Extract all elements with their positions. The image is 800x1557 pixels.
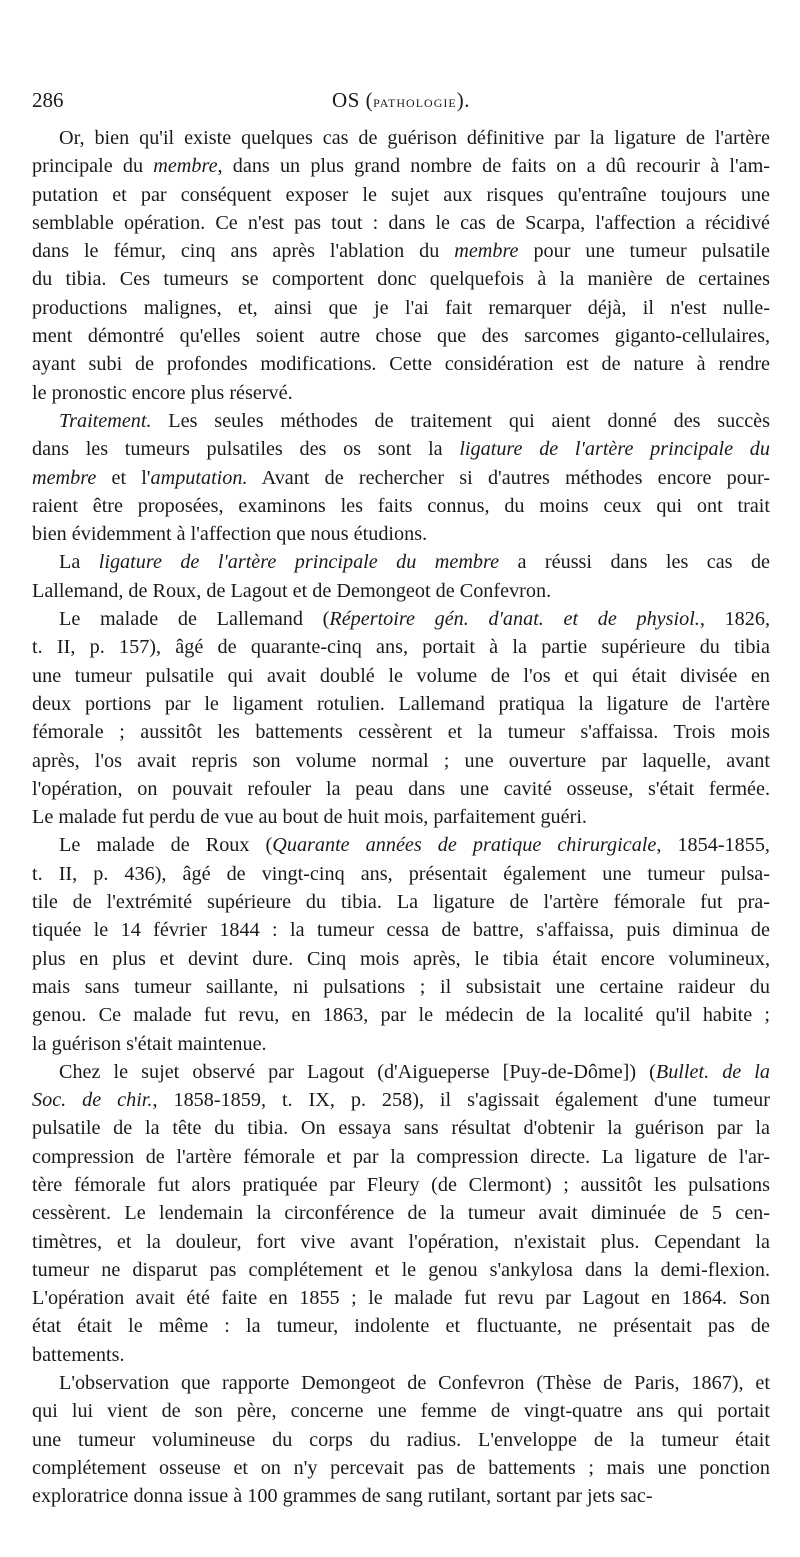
text-line: genou. Ce malade fut revu, en 1863, par le médecin de la localité qu'il habite ;	[32, 1004, 770, 1027]
text-line: La ligature de l'artère principale du membre a réussi dans les cas de	[59, 551, 771, 574]
text-line: mais sans tumeur saillante, ni pulsations ; il subsistait une certaine raideur du	[32, 975, 770, 998]
text-line: L'observation que rapporte Demongeot de Confevron (Thèse de Paris, 1867), et	[59, 1372, 770, 1395]
paragraph	[32, 1058, 770, 1369]
paragraph	[32, 548, 770, 605]
text-line: cessèrent. Le lendemain la circonférence de la tumeur avait diminuée de 5 cen-	[32, 1202, 770, 1225]
text-line: Le malade de Lallemand (Répertoire gén. d'anat. et de physiol., 1826,	[59, 608, 771, 631]
text-line: timètres, et la douleur, fort vive avant l'opération, n'existait plus. Cependant la	[32, 1230, 770, 1253]
text-line: tère fémorale fut alors pratiquée par Fleury (de Clermont) ; aussitôt les pulsations	[32, 1173, 770, 1196]
text-line: ment démontré qu'elles soient autre chose que des sarcomes giganto-cellulaires,	[32, 325, 770, 348]
text-line: exploratrice donna issue à 100 grammes de sang rutilant, sortant par jets sac-	[32, 1485, 653, 1508]
text-line: pulsatile de la tête du tibia. On essaya sans résultat d'obtenir la guérison par la	[32, 1117, 770, 1140]
running-header	[32, 88, 770, 118]
text-line: Traitement. Les seules méthodes de traitement qui aient donné des succès	[59, 409, 770, 432]
text-line: dans le fémur, cinq ans après l'ablation du membre pour une tumeur pulsatile	[32, 240, 770, 263]
text-line: après, l'os avait repris son volume normal ; une ouverture par laquelle, avant	[32, 749, 770, 772]
text-line: principale du membre, dans un plus grand nombre de faits on a dû recourir à l'am-	[32, 155, 770, 178]
text-line: Or, bien qu'il existe quelques cas de guérison définitive par la ligature de l'artère	[59, 127, 770, 149]
text-line: Soc. de chir., 1858-1859, t. IX, p. 258), il s'agissait également d'une tumeur	[32, 1089, 770, 1112]
paragraph	[32, 1369, 770, 1510]
text-line: raient être proposées, examinons les faits connus, du moins ceux qui ont trait	[32, 494, 770, 517]
text-line: état était le même : la tumeur, indolente et fluctuante, ne présentait pas de	[32, 1315, 770, 1338]
text-line: une tumeur pulsatile qui avait doublé le volume de l'os et qui était divisée en	[32, 664, 770, 687]
text-line: compression de l'artère fémorale et par la compression directe. La ligature de l'ar-	[32, 1145, 770, 1168]
text-line: Le malade de Roux (Quarante années de pratique chirurgicale, 1854-1855,	[59, 834, 770, 857]
text-line: tumeur ne disparut pas complétement et le genou s'ankylosa dans la demi-flexion.	[32, 1258, 770, 1281]
text-line: Chez le sujet observé par Lagout (d'Aigueperse [Puy-de-Dôme]) (Bullet. de la	[59, 1060, 770, 1083]
text-line: le pronostic encore plus réservé.	[32, 381, 293, 404]
paragraph	[32, 124, 770, 407]
text-line: l'opération, on pouvait refouler la peau dans une cavité osseuse, s'était fermée.	[32, 777, 770, 800]
text-line: deux portions par le ligament rotulien. Lallemand pratiqua la ligature de l'artère	[32, 692, 770, 715]
paragraph	[32, 831, 770, 1057]
page-body	[32, 124, 770, 1511]
text-line: tile de l'extrémité supérieure du tibia. La ligature de l'artère fémorale fut pra-	[32, 891, 770, 914]
text-line: battements.	[32, 1343, 125, 1366]
text-line: Le malade fut perdu de vue au bout de huit mois, parfaitement guéri.	[32, 806, 587, 829]
text-line: qui lui vient de son père, concerne une femme de vingt-quatre ans qui portait	[32, 1400, 770, 1423]
paragraph	[32, 605, 770, 831]
running-title: OS (pathologie).	[332, 88, 470, 112]
text-line: Lallemand, de Roux, de Lagout et de Demongeot de Confevron.	[32, 579, 552, 602]
text-line: ayant subi de profondes modifications. Cette considération est de nature à rendre	[32, 353, 770, 376]
text-line: putation et par conséquent exposer le sujet aux risques qu'entraîne toujours une	[32, 183, 770, 206]
text-line: fémorale ; aussitôt les battements cessèrent et la tumeur s'affaissa. Trois mois	[32, 721, 770, 744]
paragraph	[32, 407, 770, 548]
text-line: t. II, p. 436), âgé de vingt-cinq ans, présentait également une tumeur pulsa-	[32, 862, 770, 885]
page-number: 286	[32, 88, 64, 112]
text-line: la guérison s'était maintenue.	[32, 1032, 267, 1055]
text-line: dans les tumeurs pulsatiles des os sont la ligature de l'artère principale du	[32, 438, 770, 461]
text-line: du tibia. Ces tumeurs se comportent donc quelquefois à la manière de certaines	[32, 268, 770, 291]
text-line: membre et l'amputation. Avant de rechercher si d'autres méthodes encore pour-	[32, 466, 770, 489]
text-line: productions malignes, et, ainsi que je l'ai fait remarquer déjà, il n'est nulle-	[32, 296, 770, 319]
text-line: complétement osseuse et on n'y percevait pas de battements ; mais une ponction	[32, 1456, 770, 1479]
text-line: semblable opération. Ce n'est pas tout : dans le cas de Scarpa, l'affection a récidivé	[32, 211, 770, 234]
text-line: L'opération avait été faite en 1855 ; le malade fut revu par Lagout en 1864. Son	[32, 1287, 770, 1310]
text-line: une tumeur volumineuse du corps du radius. L'enveloppe de la tumeur était	[32, 1428, 770, 1451]
text-line: plus en plus et devint dure. Cinq mois après, le tibia était encore volumineux,	[32, 947, 770, 970]
text-line: bien évidemment à l'affection que nous étudions.	[32, 523, 428, 546]
text-line: t. II, p. 157), âgé de quarante-cinq ans, portait à la partie supérieure du tibia	[32, 636, 770, 659]
text-line: tiquée le 14 février 1844 : la tumeur cessa de battre, s'affaissa, puis diminua de	[32, 919, 770, 942]
